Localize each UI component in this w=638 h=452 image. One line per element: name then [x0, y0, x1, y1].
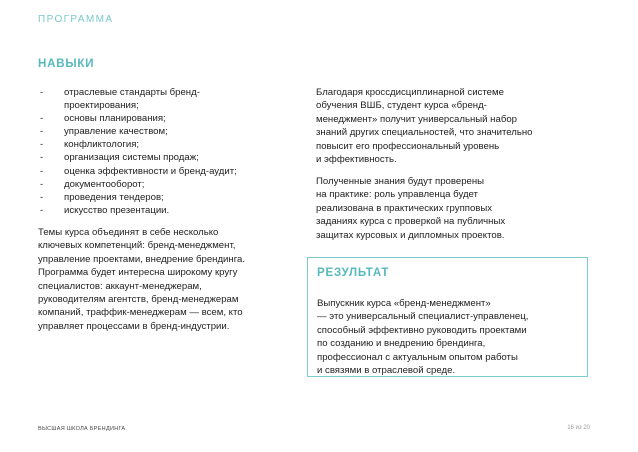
practice-paragraph: Полученные знания будут проверены на практике: роль управленца будет реализована в практических групповых заданиях курса с проверкой на публичных защитах курсовых и дипломных проектов. — [316, 176, 506, 241]
skill-text: основы планирования; — [64, 113, 166, 125]
skill-item — [38, 151, 310, 164]
skill-text: оценка эффективности и бренд-аудит; — [64, 165, 237, 177]
skill-text: отраслевые стандарты бренд- проектирования; — [64, 87, 200, 112]
skills-list — [38, 86, 310, 217]
bullet-dash: - — [40, 178, 44, 190]
bullet-dash: - — [40, 165, 44, 177]
skill-text: управление качеством; — [64, 126, 168, 138]
skill-text: проведения тендеров; — [64, 191, 164, 203]
skill-item — [38, 112, 310, 125]
skill-item — [38, 178, 310, 191]
result-box — [307, 257, 588, 377]
skill-item — [38, 138, 310, 151]
skill-item — [38, 191, 310, 204]
skills-summary: Темы курса объединят в себе несколько ключевых компетенций: бренд-менеджмент, управление проектами, внедрение брендинга. Программа будет интересна широкому кругу специалистов: аккаунт-менеджерам, руководителям агентств, бренд-менеджерам компаний, траффик-менеджерам — всем, кто управляет процессами в бренд-индустрии. — [38, 227, 246, 332]
school-name-footer: ВЫСШАЯ ШКОЛА БРЕНДИНГА — [38, 426, 126, 432]
bullet-dash: - — [40, 87, 44, 98]
program-label: ПРОГРАММА — [38, 14, 114, 25]
result-text: Выпускник курса «бренд-менеджмент» — это универсальный специалист-управленец, способный эффективно руководить проектами по созданию и внедрению брендинга, профессионал с актуальным опытом работы и связями в отраслевой среде. — [317, 298, 529, 377]
bullet-dash: - — [40, 126, 44, 138]
skill-text: искусство презентации. — [64, 204, 170, 216]
skill-text: организация системы продаж; — [64, 152, 199, 164]
skills-title: НАВЫКИ — [38, 58, 95, 70]
bullet-dash: - — [40, 152, 44, 164]
result-title: РЕЗУЛЬТАТ — [317, 267, 390, 279]
skill-item — [38, 165, 310, 178]
skill-text: документооборот; — [64, 178, 145, 190]
skill-item — [38, 204, 310, 217]
cross-discipline-paragraph: Благодаря кроссдисциплинарной системе обучения ВШБ, студент курса «бренд- менеджмент» получит универсальный набор знаний других специальностей, что значительно повысит его профессиональный уровень и эффективность. — [316, 87, 533, 166]
skill-item — [38, 125, 310, 138]
skill-text: конфликтология; — [64, 139, 140, 151]
skill-item — [38, 86, 310, 112]
bullet-dash: - — [40, 139, 44, 151]
bullet-dash: - — [40, 204, 44, 216]
page-number: 16 из 20 — [567, 425, 590, 431]
bullet-dash: - — [40, 113, 44, 125]
bullet-dash: - — [40, 191, 44, 203]
